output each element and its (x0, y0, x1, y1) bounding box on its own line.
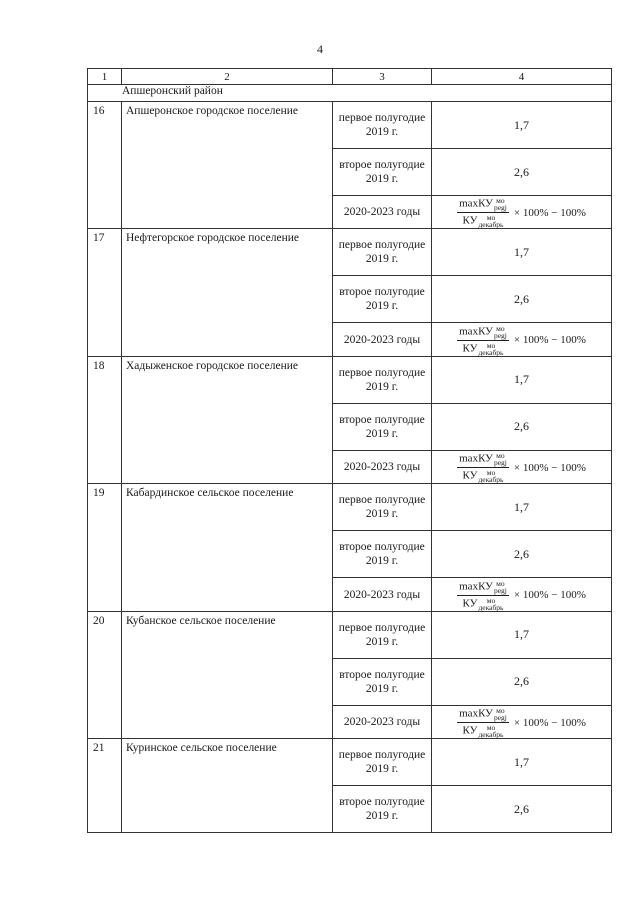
growth-formula (457, 707, 586, 738)
document-table-container (87, 68, 611, 833)
period-range: 2020-2023 годы (333, 196, 432, 229)
formula-numerator-main: maxКУ (459, 198, 493, 210)
formula-numerator-sup: мо (496, 451, 505, 461)
formula-denominator-sup: мо (486, 723, 496, 733)
period-first-half: первое полугодие 2019 г. (333, 611, 432, 658)
growth-formula (457, 197, 586, 228)
table-row (88, 229, 612, 276)
formula-tail: × 100% − 100% (513, 206, 586, 219)
growth-formula (457, 325, 586, 356)
row-number: 18 (88, 356, 122, 483)
header-col-2: 2 (122, 69, 333, 85)
formula-denominator-indices (478, 597, 503, 611)
formula-numerator-indices (494, 325, 507, 339)
row-number: 21 (88, 739, 122, 833)
formula-denominator-sup: мо (486, 213, 496, 223)
value-second-half: 2,6 (432, 149, 612, 196)
formula-tail: × 100% − 100% (513, 461, 586, 474)
period-range: 2020-2023 годы (333, 578, 432, 611)
formula-numerator-sub: pegj (493, 203, 507, 213)
value-second-half: 2,6 (432, 531, 612, 578)
settlement-name: Хадыженское городское поселение (122, 356, 333, 483)
settlement-name: Куринское сельское поселение (122, 739, 333, 833)
formula-tail: × 100% − 100% (513, 716, 586, 729)
formula-numerator-main: maxКУ (459, 707, 493, 720)
formula-denominator-indices (478, 214, 503, 228)
formula-denominator-indices (478, 469, 503, 483)
formula-cell (432, 578, 612, 611)
formula-numerator (457, 580, 509, 596)
value-first-half: 1,7 (432, 611, 612, 658)
formula-denominator-main: КУ (462, 215, 478, 227)
formula-denominator-sub: декабрь (478, 220, 504, 230)
formula-numerator (457, 325, 509, 341)
formula-denominator-main: КУ (462, 469, 478, 482)
formula-denominator-sub: декабрь (478, 602, 504, 612)
formula-numerator-sup: мо (496, 323, 505, 333)
header-col-4: 4 (432, 69, 612, 85)
period-first-half: первое полугодие 2019 г. (333, 102, 432, 149)
formula-numerator-main: maxКУ (459, 325, 493, 338)
settlement-name: Кабардинское сельское поселение (122, 484, 333, 611)
value-first-half: 1,7 (432, 356, 612, 403)
row-number: 20 (88, 611, 122, 738)
formula-cell (432, 196, 612, 229)
formula-denominator-sub: декабрь (478, 730, 504, 740)
period-second-half: второе полугодие 2019 г. (333, 786, 432, 833)
period-first-half: первое полугодие 2019 г. (333, 484, 432, 531)
formula-fraction (457, 197, 509, 228)
formula-numerator-main: maxКУ (459, 452, 493, 465)
formula-numerator-indices (494, 197, 507, 211)
formula-numerator-sub: pegj (493, 585, 507, 595)
header-col-1: 1 (88, 69, 122, 85)
formula-cell (432, 450, 612, 483)
row-number: 19 (88, 484, 122, 611)
formula-denominator-indices (478, 724, 503, 738)
header-col-3: 3 (333, 69, 432, 85)
formula-denominator (461, 468, 506, 483)
formula-fraction (457, 707, 509, 738)
table-row (88, 484, 612, 531)
period-range: 2020-2023 годы (333, 450, 432, 483)
formula-numerator (457, 452, 509, 468)
formula-numerator-sub: pegj (493, 458, 507, 468)
formula-denominator (461, 213, 506, 228)
formula-denominator-sub: декабрь (478, 475, 504, 485)
formula-fraction (457, 452, 509, 483)
period-first-half: первое полугодие 2019 г. (333, 356, 432, 403)
formula-denominator (461, 723, 506, 738)
table-row (88, 102, 612, 149)
formula-denominator-sup: мо (486, 595, 496, 605)
period-second-half: второе полугодие 2019 г. (333, 531, 432, 578)
formula-numerator-sub: pegj (493, 330, 507, 340)
formula-cell (432, 705, 612, 738)
formula-numerator-sup: мо (496, 196, 505, 206)
formula-denominator-sub: декабрь (478, 347, 504, 357)
formula-denominator-indices (478, 342, 503, 356)
page-number: 4 (317, 42, 323, 56)
value-second-half: 2,6 (432, 276, 612, 323)
value-second-half: 2,6 (432, 403, 612, 450)
formula-numerator-indices (494, 452, 507, 466)
period-first-half: первое полугодие 2019 г. (333, 739, 432, 786)
district-row (88, 85, 612, 102)
formula-denominator-sup: мо (486, 340, 496, 350)
formula-cell (432, 323, 612, 356)
table-row (88, 739, 612, 786)
period-second-half: второе полугодие 2019 г. (333, 149, 432, 196)
formula-numerator (457, 707, 509, 723)
formula-denominator-main: КУ (462, 597, 478, 610)
table-row (88, 611, 612, 658)
formula-fraction (457, 580, 509, 611)
period-second-half: второе полугодие 2019 г. (333, 658, 432, 705)
formula-denominator-main: КУ (462, 724, 478, 737)
period-first-half: первое полугодие 2019 г. (333, 229, 432, 276)
value-first-half: 1,7 (432, 229, 612, 276)
formula-numerator-sup: мо (496, 578, 505, 588)
settlement-name: Кубанское сельское поселение (122, 611, 333, 738)
growth-formula (457, 452, 586, 483)
value-second-half: 2,6 (432, 786, 612, 833)
value-first-half: 1,7 (432, 484, 612, 531)
formula-denominator (461, 596, 506, 611)
formula-numerator-sub: pegj (493, 713, 507, 723)
period-range: 2020-2023 годы (333, 323, 432, 356)
district-name: Апшеронский район (88, 85, 612, 102)
tariff-table (87, 68, 612, 833)
formula-numerator-indices (494, 580, 507, 594)
period-range: 2020-2023 годы (333, 705, 432, 738)
formula-fraction (457, 325, 509, 356)
period-second-half: второе полугодие 2019 г. (333, 403, 432, 450)
formula-numerator-sup: мо (496, 706, 505, 716)
settlement-name: Апшеронское городское поселение (122, 102, 333, 229)
growth-formula (457, 580, 586, 611)
settlement-name: Нефтегорское городское поселение (122, 229, 333, 356)
formula-tail: × 100% − 100% (513, 334, 586, 347)
formula-denominator (461, 341, 506, 356)
value-first-half: 1,7 (432, 102, 612, 149)
table-row (88, 356, 612, 403)
formula-tail: × 100% − 100% (513, 589, 586, 602)
formula-numerator-main: maxКУ (459, 580, 493, 593)
header-row (88, 69, 612, 85)
formula-numerator (457, 197, 509, 213)
value-first-half: 1,7 (432, 739, 612, 786)
row-number: 16 (88, 102, 122, 229)
formula-denominator-main: КУ (462, 342, 478, 355)
formula-numerator-indices (494, 707, 507, 721)
value-second-half: 2,6 (432, 658, 612, 705)
formula-denominator-sup: мо (486, 468, 496, 478)
period-second-half: второе полугодие 2019 г. (333, 276, 432, 323)
row-number: 17 (88, 229, 122, 356)
